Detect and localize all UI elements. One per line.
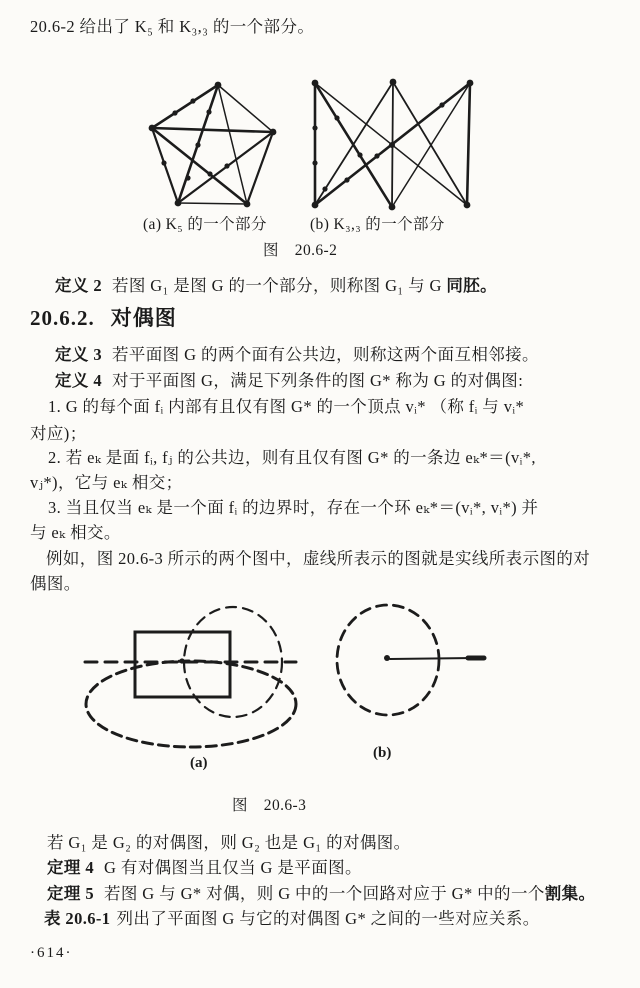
condition-3-line-1: 3. 当且仅当 eₖ 是一个面 fᵢ 的边界时，存在一个环 eₖ*＝(vᵢ*, vᵢ*) 并 [48, 498, 539, 517]
section-title: 对偶图 [110, 306, 177, 330]
condition-1-line-1: 1. G 的每个面 fᵢ 内部有且仅有图 G* 的一个顶点 vᵢ* （称 fᵢ 与 vᵢ* [48, 397, 525, 416]
theorem-5-label: 定理 5 [47, 884, 94, 903]
table-reference-label: 表 20.6-1 [44, 909, 111, 928]
definition-4-label: 定义 4 [55, 371, 102, 390]
condition-1-line-2: 对应)； [30, 424, 87, 443]
fig2-caption: 图 20.6-2 [263, 242, 338, 259]
page-number: ·614· [30, 945, 73, 961]
figure-20-6-2-graphs [130, 62, 500, 214]
table-reference [44, 909, 540, 929]
definition-2 [55, 276, 497, 296]
theorem-4 [47, 858, 362, 878]
dashed-ellipse-a [86, 661, 296, 747]
figure-20-6-3-drawing [70, 595, 500, 775]
dual-vertex-b [384, 655, 390, 661]
table-reference-text: 列出了平面图 G 与它的对偶图 G* 之间的一些对应关系。 [116, 909, 540, 928]
definition-3 [55, 345, 539, 365]
condition-3-line-2: 与 eₖ 相交。 [30, 523, 121, 542]
fig3-part-b [337, 605, 484, 715]
definition-2-term: 同胚。 [446, 276, 498, 295]
fig2-caption-a: (a) K₅ 的一个部分 [143, 216, 267, 233]
fig2-caption-b: (b) K₃,₃ 的一个部分 [310, 216, 445, 233]
intro-line: 20.6-2 给出了 K₅ 和 K₃,₃ 的一个部分。 [30, 17, 315, 36]
definition-4 [55, 371, 523, 391]
definition-2-label: 定义 2 [55, 276, 102, 295]
example-line-2: 偶图。 [30, 574, 81, 593]
fig3-label-a: (a) [190, 755, 208, 771]
definition-3-label: 定义 3 [55, 345, 102, 364]
fig3-part-a [85, 607, 296, 747]
fig3-label-b: (b) [373, 745, 392, 761]
example-line-1: 例如，图 20.6-3 所示的两个图中，虚线所表示的图就是实线所表示图的对 [46, 549, 591, 568]
definition-4-text: 对于平面图 G，满足下列条件的图 G* 称为 G 的对偶图: [111, 371, 524, 390]
dual-symmetry-line: 若 G₁ 是 G₂ 的对偶图，则 G₂ 也是 G₁ 的对偶图。 [47, 833, 411, 852]
section-number: 20.6.2. [30, 306, 95, 330]
section-heading [30, 306, 177, 331]
definition-2-text: 若图 G₁ 是图 G 的一个部分，则称图 G₁ 与 G [111, 276, 447, 295]
theorem-5-text: 若图 G 与 G* 对偶，则 G 中的一个回路对应于 G* 中的一个 [103, 884, 545, 903]
fig3-caption: 图 20.6-3 [232, 797, 307, 814]
theorem-5 [47, 884, 595, 904]
dual-vertex-a [179, 658, 184, 663]
theorem-4-text: G 有对偶图当且仅当 G 是平面图。 [103, 858, 362, 877]
theorem-4-label: 定理 4 [47, 858, 94, 877]
theorem-5-term: 割集。 [544, 884, 596, 903]
condition-2-line-1: 2. 若 eₖ 是面 fᵢ, fⱼ 的公共边，则有且仅有图 G* 的一条边 eₖ*＝(vᵢ*, [48, 448, 536, 467]
condition-2-line-2: vⱼ*)，它与 eₖ 相交； [30, 473, 183, 492]
k5-graph-edges [152, 85, 273, 204]
definition-3-text: 若平面图 G 的两个面有公共边，则称这两个面互相邻接。 [111, 345, 539, 364]
solid-edge-b [390, 658, 474, 659]
